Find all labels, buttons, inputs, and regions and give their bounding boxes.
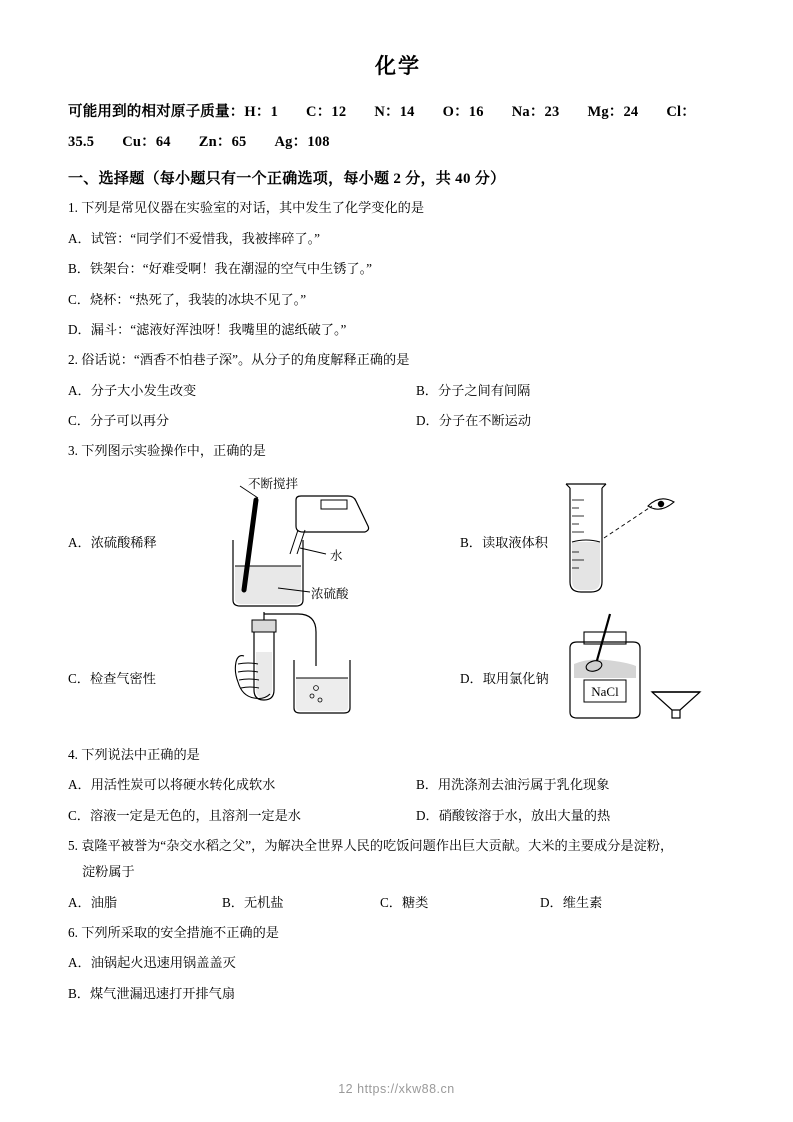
atomic-mass-o-value: 16 [468, 104, 484, 120]
annotation-water: 水 [330, 548, 343, 563]
question-4-option-c: C．溶液一定是无色的，且溶剂一定是水 [68, 807, 301, 823]
annotation-stir: 不断搅拌 [248, 476, 299, 491]
atomic-mass-line-2 [68, 128, 728, 158]
atomic-mass-ag-label: Ag： [274, 133, 308, 150]
atomic-mass-line-1 [68, 98, 728, 128]
atomic-mass-h-value: 1 [270, 104, 279, 120]
question-1-option-b: B．铁架台：“好难受啊！我在潮湿的空气中生锈了。” [68, 261, 373, 277]
question-2-options-row-1 [68, 380, 728, 401]
question-1-stem: 1. 下列是常见仪器在实验室的对话，其中发生了化学变化的是 [68, 200, 425, 216]
question-2-options-row-2 [68, 410, 728, 431]
atomic-mass-prefix: 可能用到的相对原子质量： [68, 104, 245, 120]
question-4-stem: 4. 下列说法中正确的是 [68, 746, 200, 762]
question-5-stem-cont: 淀粉属于 [82, 864, 135, 880]
question-5-option-d: D．维生素 [540, 894, 603, 910]
sodium-chloride-bottle-diagram [548, 608, 748, 723]
measuring-cylinder-diagram [548, 470, 728, 620]
question-4-options-row-2 [68, 805, 728, 826]
question-2-option-d: D．分子在不断运动 [416, 413, 532, 429]
question-6-option-a: A．油锅起火迅速用锅盖盖灭 [68, 955, 236, 971]
atomic-mass-cl-value: 35.5 [68, 133, 95, 150]
question-3-stem: 3. 下列图示实验操作中，正确的是 [68, 443, 266, 459]
section-heading: 一、选择题（每小题只有一个正确选项，每小题 2 分，共 40 分） [68, 171, 506, 188]
question-4-options-row-1 [68, 774, 728, 795]
atomic-mass-c-label: C： [306, 104, 332, 120]
question-5-option-c: C．糖类 [380, 894, 429, 910]
atomic-mass-n-label: N： [374, 104, 400, 120]
question-3-figure-a-label: A．浓硫酸稀释 [68, 534, 157, 550]
question-6-option-b: B．煤气泄漏迅速打开排气扇 [68, 985, 236, 1001]
page-footer: 12 https://xkw88.cn [338, 1082, 455, 1096]
question-4-option-a: A．用活性炭可以将硬水转化成软水 [68, 777, 276, 793]
question-2-option-b: B．分子之间有间隔 [416, 382, 531, 398]
question-1-option-d: D．漏斗：“滤液好浑浊呀！我嘴里的滤纸破了。” [68, 321, 347, 337]
question-3-figure-b-label: B．读取液体积 [460, 534, 548, 550]
atomic-mass-o-label: O： [442, 104, 469, 120]
question-5-stem-line2 [68, 861, 728, 882]
question-5-option-b: B．无机盐 [222, 894, 284, 910]
question-6-stem: 6. 下列所采取的安全措施不正确的是 [68, 925, 279, 941]
atomic-mass-cu-label: Cu： [122, 133, 156, 150]
question-3-figure-c-label: C．检查气密性 [68, 670, 156, 686]
atomic-mass-na-value: 23 [544, 104, 560, 120]
svg-text:NaCl: NaCl [591, 683, 619, 699]
question-2-option-a: A．分子大小发生改变 [68, 382, 197, 398]
question-3-figure-row-1 [68, 470, 728, 620]
airtightness-check-diagram [178, 612, 408, 727]
atomic-mass-cu-value: 64 [155, 133, 171, 150]
question-4-option-b: B．用洗涤剂去油污属于乳化现象 [416, 777, 610, 793]
dilute-sulfuric-acid-diagram [178, 470, 408, 620]
atomic-mass-h-label: H： [244, 104, 271, 120]
atomic-mass-zn-value: 65 [231, 133, 247, 150]
question-1-option-a: A．试管：“同学们不爱惜我，我被摔碎了。” [68, 230, 321, 246]
atomic-mass-c-value: 12 [331, 104, 347, 120]
question-5-stem: 5. 袁隆平被誉为“杂交水稻之父”，为解决全世界人民的吃饭问题作出巨大贡献。大米的主要成分是淀粉， [68, 837, 674, 853]
question-2-option-c: C．分子可以再分 [68, 413, 170, 429]
page-title: 化学 [375, 53, 421, 78]
atomic-mass-cl-label: Cl： [666, 104, 696, 120]
question-4-option-d: D．硝酸铵溶于水，放出大量的热 [416, 807, 611, 823]
question-2-stem: 2. 俗话说：“酒香不怕巷子深”。从分子的角度解释正确的是 [68, 352, 410, 368]
question-5-option-a: A．油脂 [68, 894, 118, 910]
atomic-mass-mg-value: 24 [623, 104, 639, 120]
question-3-figures [68, 470, 728, 735]
atomic-mass-n-value: 14 [399, 104, 415, 120]
atomic-mass-mg-label: Mg： [587, 104, 624, 120]
question-5-options [68, 892, 728, 913]
atomic-mass-na-label: Na： [511, 104, 545, 120]
annotation-concentrated-acid: 浓硫酸 [311, 586, 349, 601]
question-3-figure-d-label: D．取用氯化钠 [460, 670, 549, 686]
page-content [68, 50, 728, 1004]
atomic-mass-ag-value: 108 [307, 133, 330, 150]
question-1-option-c: C．烧杯：“热死了，我装的冰块不见了。” [68, 291, 307, 307]
atomic-mass-zn-label: Zn： [198, 133, 232, 150]
question-3-figure-row-2 [68, 620, 728, 735]
